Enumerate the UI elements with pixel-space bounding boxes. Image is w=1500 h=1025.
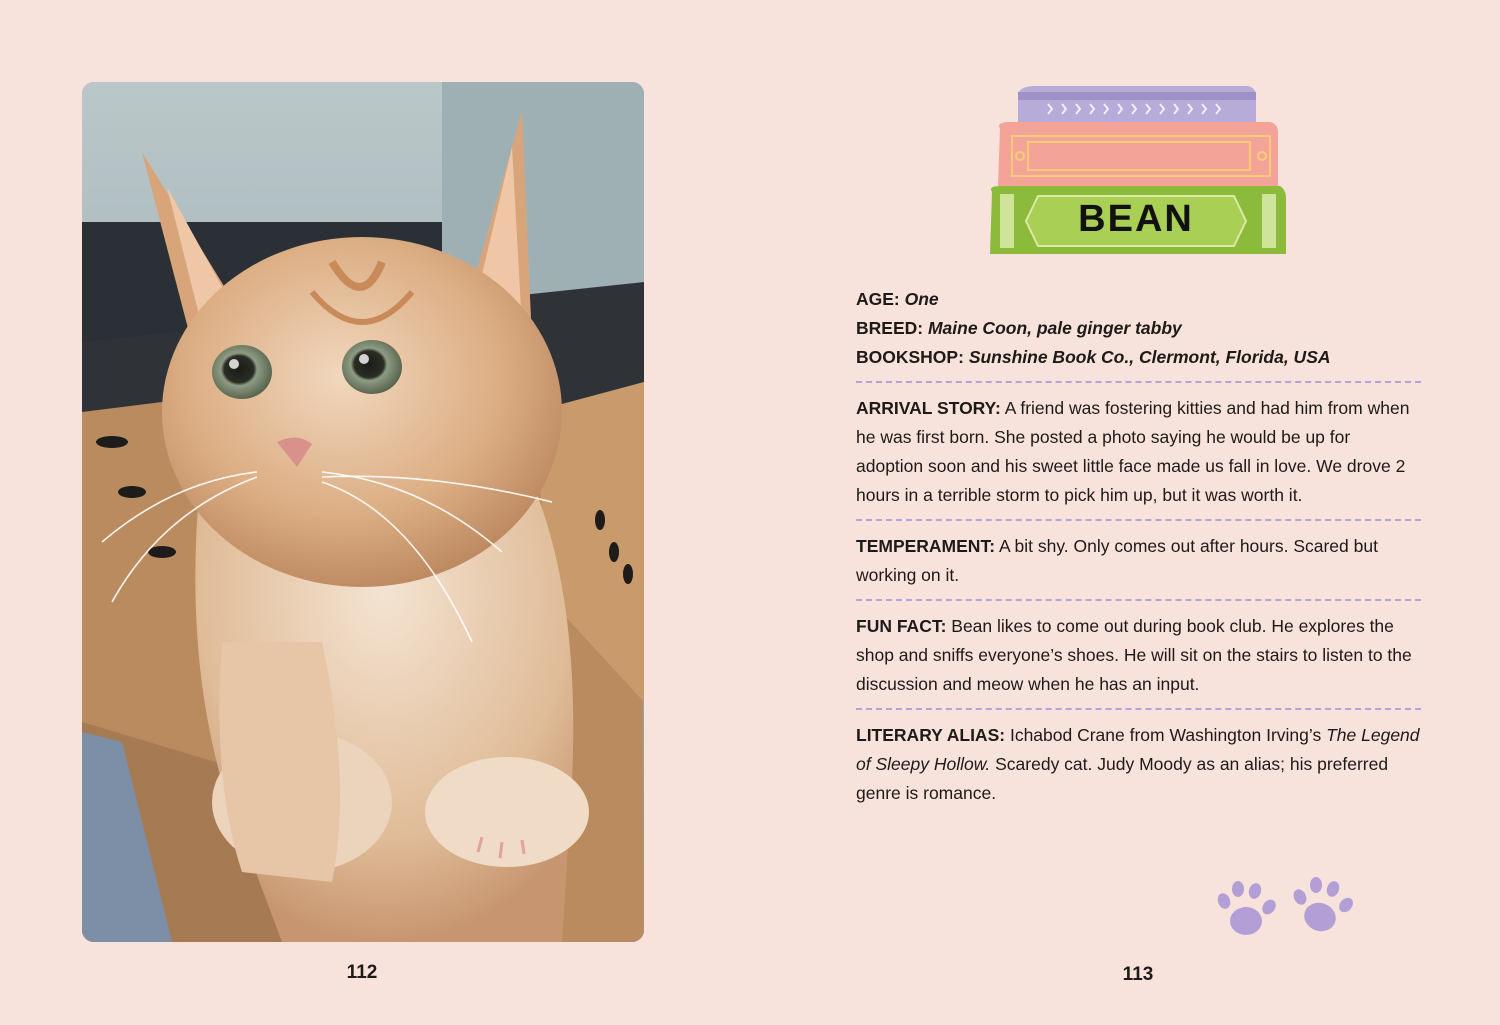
breed-label: BREED: bbox=[856, 318, 924, 338]
book-stack-icon bbox=[986, 84, 1286, 256]
bookshop-line bbox=[856, 343, 1421, 372]
age-value: One bbox=[904, 289, 939, 309]
fun-fact-text: Bean likes to come out during book club. He explores the shop and sniffs everyone’s shoes. He will sit on the stairs to listen to the discussion and meow when he has an input. bbox=[856, 616, 1412, 694]
literary-alias-label: LITERARY ALIAS: bbox=[856, 725, 1006, 745]
breed-line bbox=[856, 314, 1421, 343]
fun-fact-section bbox=[856, 612, 1421, 699]
breed-value: Maine Coon, pale ginger tabby bbox=[927, 318, 1182, 338]
arrival-story-label: ARRIVAL STORY: bbox=[856, 398, 1001, 418]
page-number-right: 113 bbox=[1122, 964, 1154, 985]
divider bbox=[856, 599, 1421, 601]
kitten-photo bbox=[82, 82, 644, 942]
arrival-story-text: A friend was fostering kitties and had him from when he was first born. She posted a photo saying he would be up for adoption soon and his sweet little face made us fall in love. We drove 2 hours in a terrible storm to pick him up, but it was worth it. bbox=[856, 398, 1410, 505]
page-number-left: 112 bbox=[346, 962, 378, 983]
bookshop-value: Sunshine Book Co., Clermont, Florida, USA bbox=[968, 347, 1331, 367]
bookshop-label: BOOKSHOP: bbox=[856, 347, 964, 367]
literary-alias-section bbox=[856, 721, 1421, 808]
cat-profile bbox=[856, 285, 1421, 808]
divider bbox=[856, 519, 1421, 521]
kitten-photo-icon bbox=[82, 82, 644, 942]
divider bbox=[856, 708, 1421, 710]
divider bbox=[856, 381, 1421, 383]
paw-print-icon bbox=[1212, 875, 1358, 943]
age-label: AGE: bbox=[856, 289, 900, 309]
cat-name: BEAN bbox=[1078, 198, 1194, 240]
literary-alias-text-before: Ichabod Crane from Washington Irving’s bbox=[1009, 725, 1322, 745]
temperament-section bbox=[856, 532, 1421, 590]
arrival-story-section bbox=[856, 394, 1421, 510]
temperament-text: A bit shy. Only comes out after hours. Scared but working on it. bbox=[856, 536, 1378, 585]
right-page bbox=[750, 0, 1500, 1025]
literary-alias-book-title: The Legend of Sleepy Hollow. bbox=[856, 725, 1420, 774]
age-line bbox=[856, 285, 1421, 314]
temperament-label: TEMPERAMENT: bbox=[856, 536, 996, 556]
fun-fact-label: FUN FACT: bbox=[856, 616, 947, 636]
literary-alias-text-after: Scaredy cat. Judy Moody as an alias; his preferred genre is romance. bbox=[856, 754, 1389, 803]
